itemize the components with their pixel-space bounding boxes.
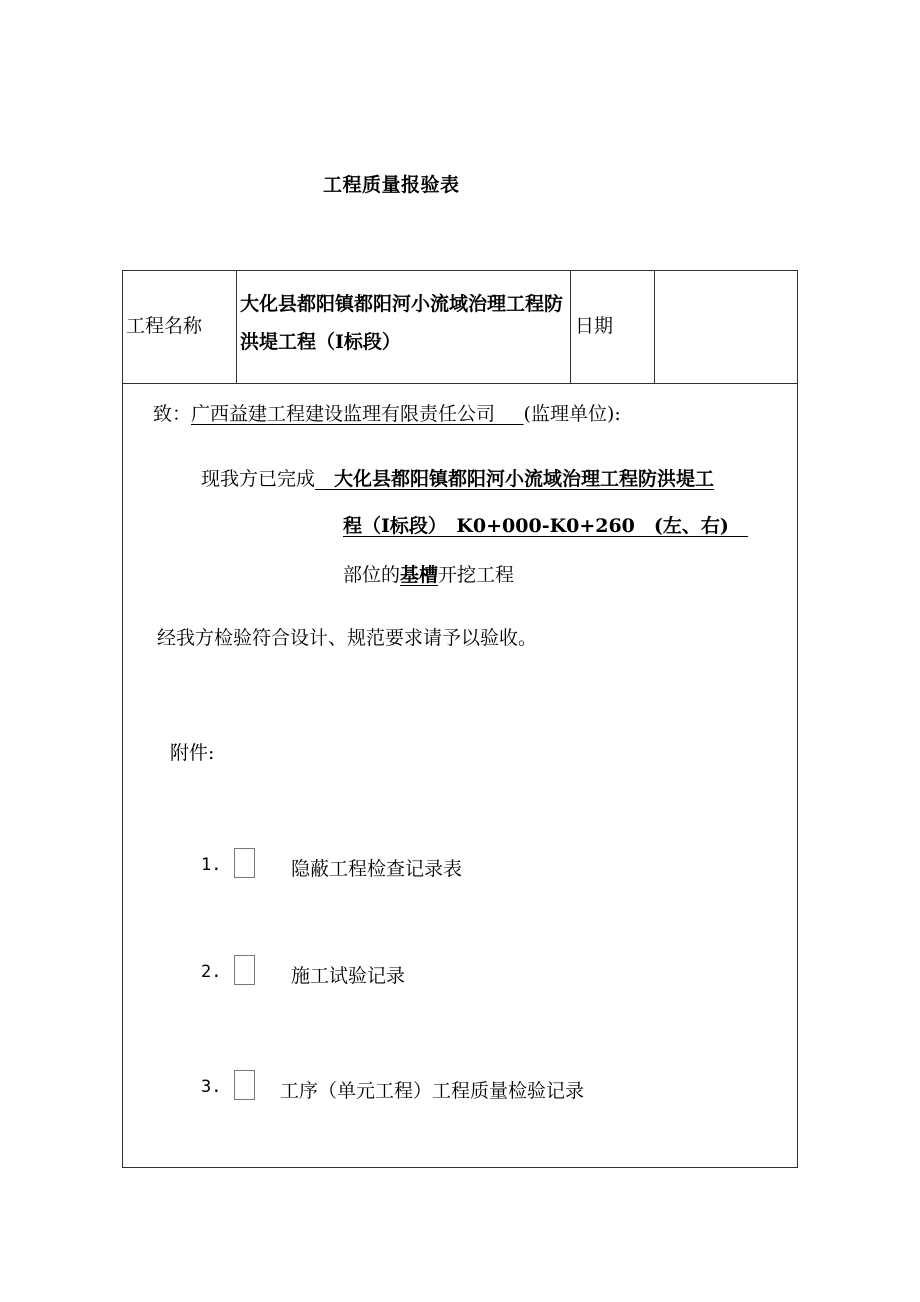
- completed-line-1: [201, 464, 714, 491]
- statement: 经我方检验符合设计、规范要求请予以验收。: [157, 627, 538, 649]
- part-line: [343, 560, 514, 587]
- part-prefix: 部位的: [343, 564, 401, 586]
- attachment-number: 3.: [201, 1077, 222, 1097]
- supervisor-company: 广西益建工程建设监理有限责任公司: [191, 403, 496, 425]
- attachment-checkbox[interactable]: [234, 848, 255, 878]
- addressee-line: [153, 399, 621, 426]
- part-suffix: 开挖工程: [438, 564, 515, 586]
- attachment-label: 工序（单元工程）工程质量检验记录: [280, 1080, 585, 1102]
- date-label: 日期: [575, 315, 614, 337]
- project-name-cell: [237, 271, 571, 383]
- completed-prefix: 现我方已完成: [201, 468, 316, 490]
- completed-project-line2: 程（I标段） K0+000-K0+260 (左、右): [343, 515, 729, 537]
- attachments-label: 附件:: [170, 742, 215, 764]
- attachment-checkbox[interactable]: [234, 955, 255, 985]
- project-label: 工程名称: [126, 315, 203, 337]
- attachment-label: 施工试验记录: [291, 965, 406, 987]
- attachment-label: 隐蔽工程检查记录表: [291, 858, 463, 880]
- date-label-cell: [571, 271, 655, 383]
- header-row: [123, 271, 797, 384]
- completed-line-2: [343, 511, 748, 538]
- inspection-form: [122, 270, 798, 1168]
- attachment-number: 2.: [201, 962, 222, 982]
- project-name: 大化县都阳镇都阳河小流域治理工程防洪堤工程（I标段）: [240, 293, 564, 353]
- to-prefix: 致：: [153, 403, 192, 425]
- attachment-number: 1.: [201, 855, 222, 875]
- page-title: 工程质量报验表: [323, 174, 460, 196]
- attachment-checkbox[interactable]: [234, 1070, 255, 1100]
- project-label-cell: [123, 271, 237, 383]
- part-name: 基槽: [400, 564, 439, 586]
- completed-project-line1: 大化县都阳镇都阳河小流域治理工程防洪堤工: [334, 468, 715, 490]
- supervisor-suffix: (监理单位):: [523, 403, 621, 425]
- date-value-cell[interactable]: [655, 271, 799, 383]
